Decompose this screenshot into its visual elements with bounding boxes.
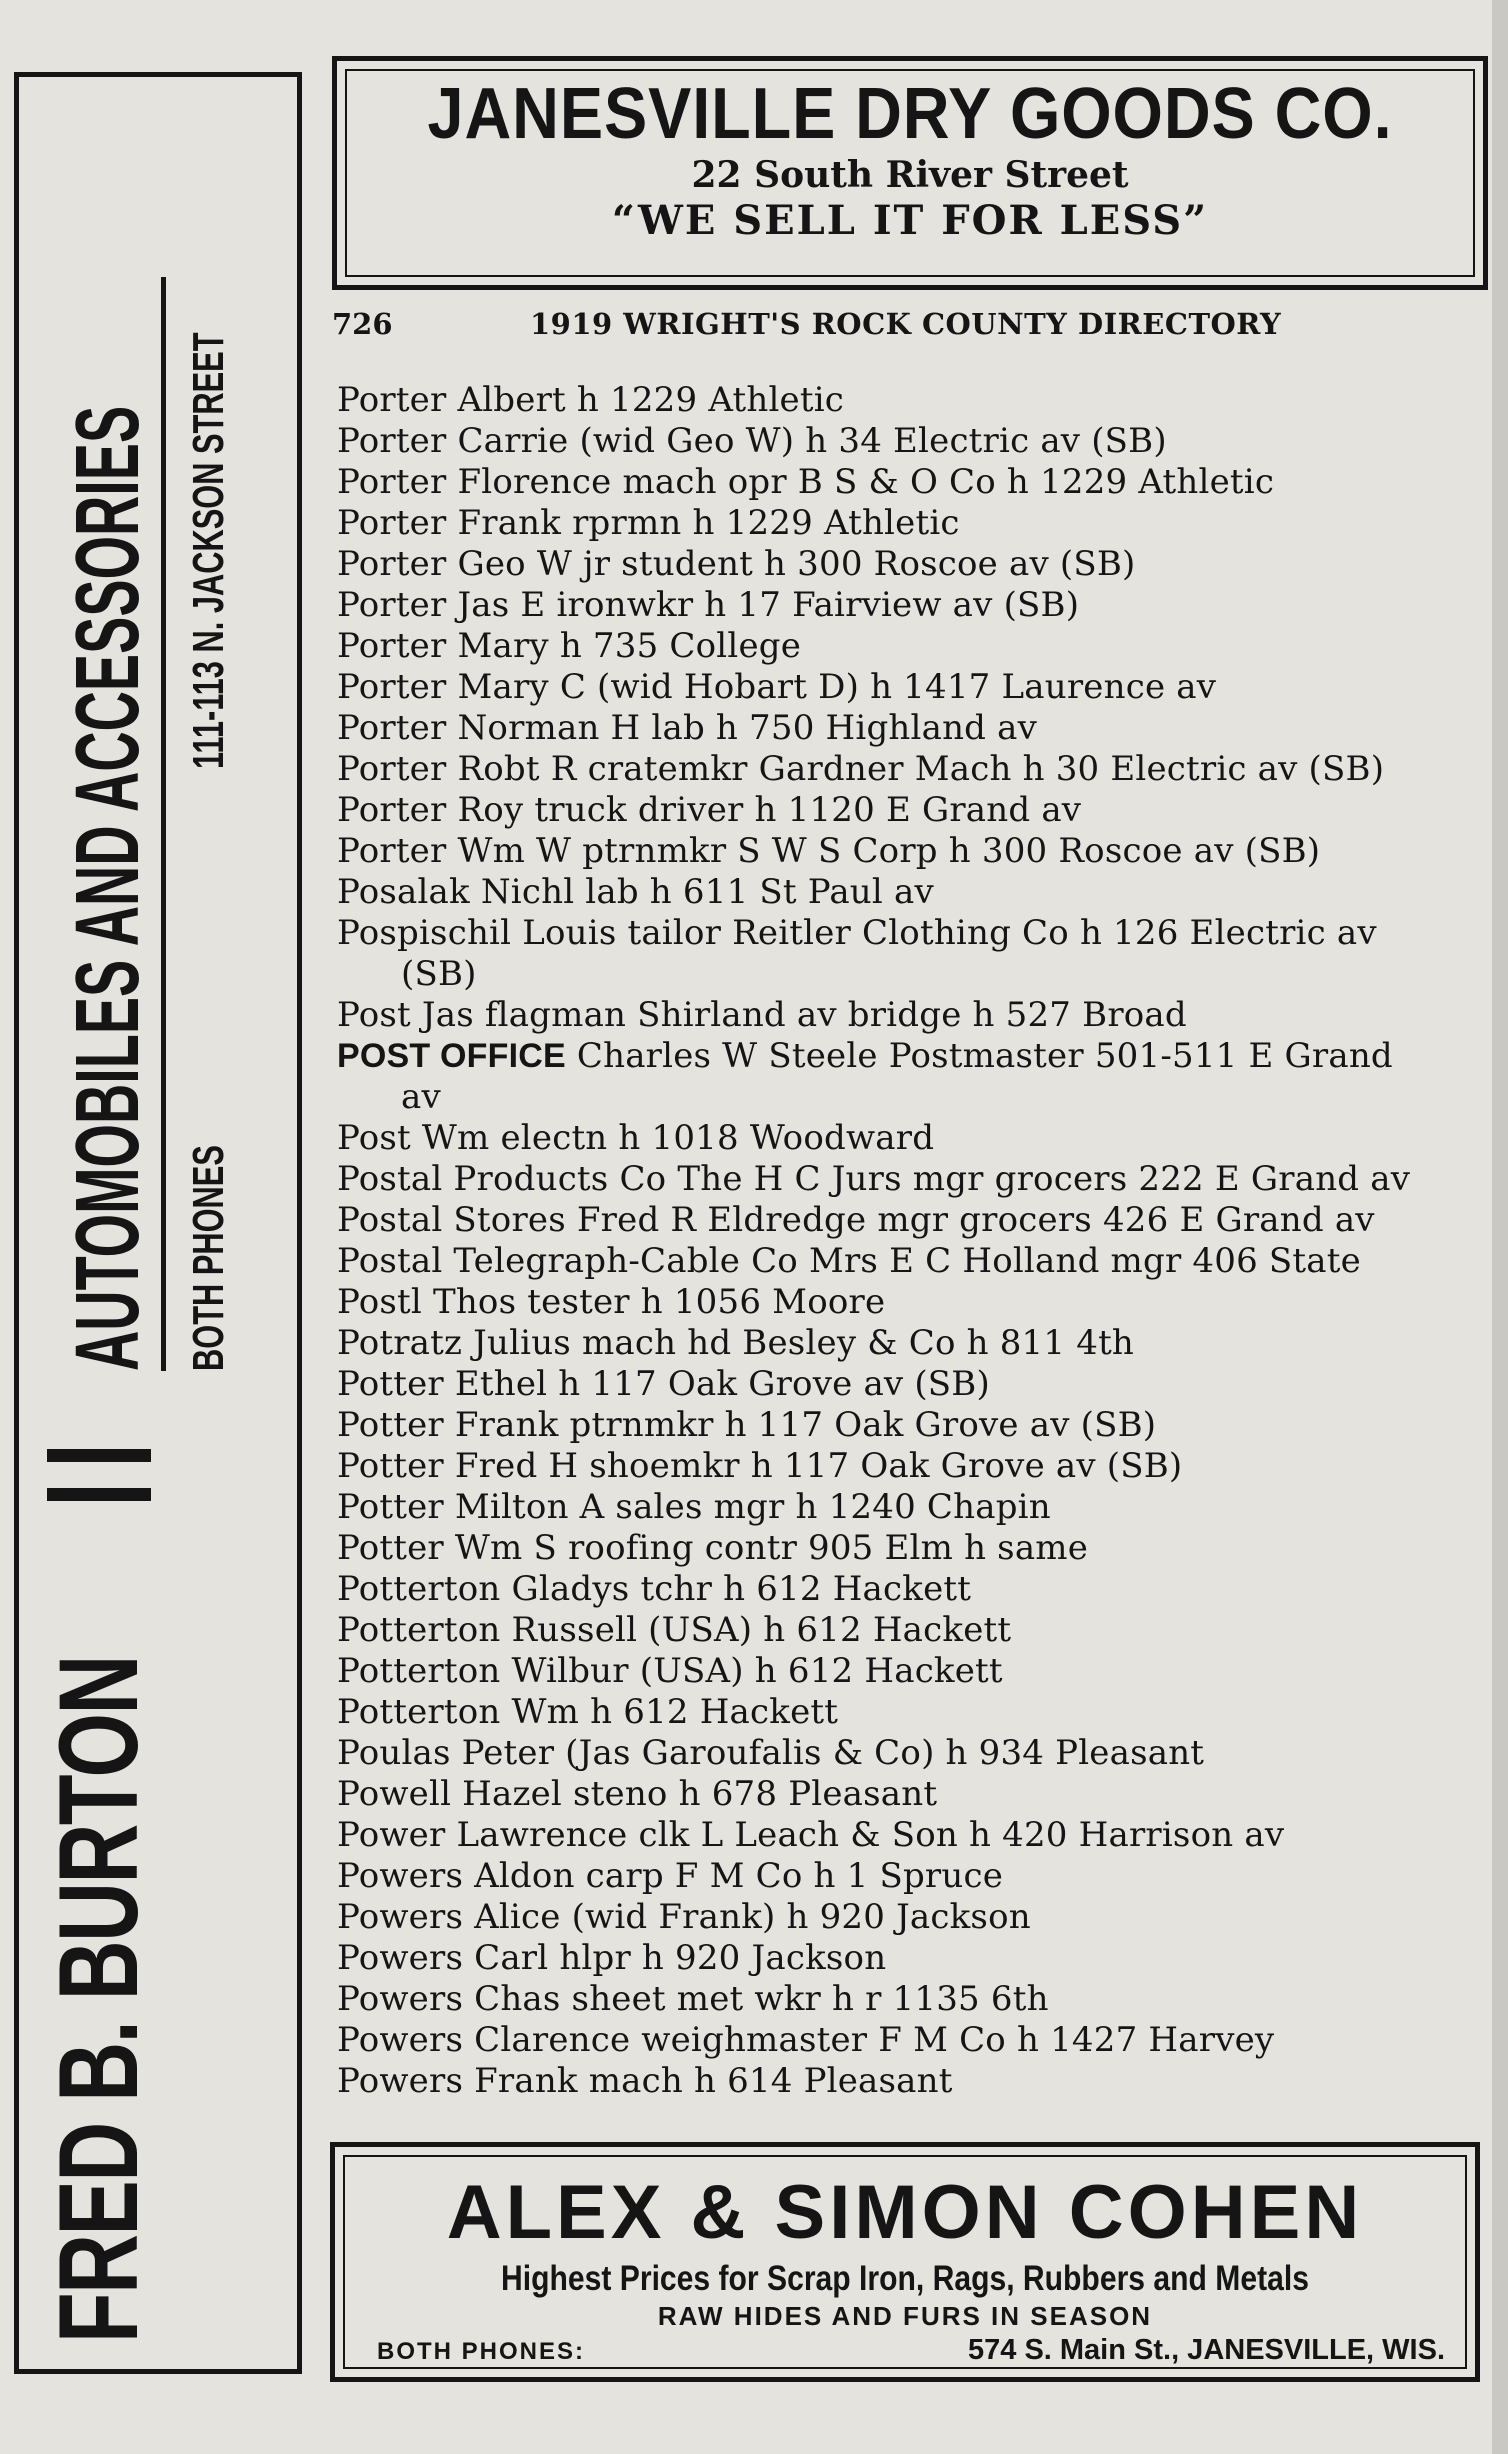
- directory-entry-text: Posalak Nichl lab h 611 St Paul av: [337, 872, 934, 912]
- directory-entry-text: Postl Thos tester h 1056 Moore: [337, 1282, 886, 1322]
- directory-entry-text: Porter Roy truck driver h 1120 E Grand av: [337, 790, 1082, 830]
- directory-entry-text: Potter Wm S roofing contr 905 Elm h same: [337, 1528, 1089, 1568]
- directory-entry-text: Potter Fred H shoemkr h 117 Oak Grove av (SB): [337, 1446, 1183, 1486]
- bottom-ad-address: 574 S. Main St., JANESVILLE, WIS.: [968, 2334, 1445, 2366]
- directory-entry-text: Postal Telegraph-Cable Co Mrs E C Holland mgr 406 State: [337, 1241, 1361, 1281]
- side-advertisement: [14, 72, 302, 2374]
- directory-entry: [337, 1323, 1487, 1364]
- directory-entry-text: Powers Clarence weighmaster F M Co h 1427 Harvey: [337, 2020, 1275, 2060]
- directory-entry: [337, 995, 1487, 1036]
- directory-entry-text: Powell Hazel steno h 678 Pleasant: [337, 1774, 938, 1814]
- directory-entry-text: Powers Carl hlpr h 920 Jackson: [337, 1938, 887, 1978]
- page-edge-shadow: [1492, 0, 1508, 2454]
- directory-entry: [337, 1692, 1487, 1733]
- side-ad-divider-ornament: [47, 1449, 151, 1501]
- directory-entry-text: Porter Geo W jr student h 300 Roscoe av (SB): [337, 544, 1136, 584]
- side-advertisement-content: [19, 77, 297, 2369]
- directory-entry: [337, 1364, 1487, 1405]
- bottom-ad-name: ALEX & SIMON COHEN: [446, 2170, 1364, 2255]
- directory-entry: [337, 913, 1487, 954]
- directory-entry: [337, 421, 1487, 462]
- directory-entry: [337, 1282, 1487, 1323]
- directory-entry-text: Postal Stores Fred R Eldredge mgr grocers 426 E Grand av: [337, 1200, 1375, 1240]
- directory-entry: [337, 1733, 1487, 1774]
- directory-entry: [337, 1528, 1487, 1569]
- directory-entry-text: Porter Norman H lab h 750 Highland av: [337, 708, 1038, 748]
- directory-entry-text: Charles W Steele Postmaster 501-511 E Grand: [565, 1036, 1393, 1076]
- directory-entry: [337, 1487, 1487, 1528]
- directory-entry: [337, 667, 1487, 708]
- directory-entry-text: Pospischil Louis tailor Reitler Clothing Co h 126 Electric av: [337, 913, 1377, 953]
- directory-entry: [337, 1815, 1487, 1856]
- page-number: 726: [332, 307, 393, 341]
- directory-entry: [337, 1405, 1487, 1446]
- directory-entry-text: Poulas Peter (Jas Garoufalis & Co) h 934 Pleasant: [337, 1733, 1205, 1773]
- directory-entry-text: Powers Chas sheet met wkr h r 1135 6th: [337, 1979, 1049, 2019]
- directory-entry-text: Potterton Gladys tchr h 612 Hackett: [337, 1569, 972, 1609]
- directory-entry: [337, 1200, 1487, 1241]
- directory-entry: [337, 1446, 1487, 1487]
- directory-entry: [337, 2020, 1487, 2061]
- side-ad-phones: BOTH PHONES: [184, 1145, 233, 1371]
- directory-entry: [337, 708, 1487, 749]
- bottom-ad-season: RAW HIDES AND FURS IN SEASON: [657, 2301, 1153, 2331]
- directory-entry: [337, 544, 1487, 585]
- directory-entry: [337, 626, 1487, 667]
- directory-entry: [337, 585, 1487, 626]
- directory-entry-text: Porter Mary C (wid Hobart D) h 1417 Laurence av: [337, 667, 1217, 707]
- directory-entry: [337, 1938, 1487, 1979]
- side-ad-name: FRED B. BURTON: [36, 1656, 161, 2343]
- directory-entry-text: (SB): [401, 954, 477, 994]
- directory-entry-text: Potterton Russell (USA) h 612 Hackett: [337, 1610, 1012, 1650]
- directory-listing: [337, 380, 1487, 2102]
- bottom-advertisement: [330, 2142, 1480, 2382]
- side-ad-business: AUTOMOBILES AND ACCESSORIES: [58, 405, 158, 1371]
- directory-entry: [337, 1569, 1487, 1610]
- directory-entry: [337, 1118, 1487, 1159]
- directory-entry-text: av: [401, 1077, 441, 1117]
- top-ad-name: JANESVILLE DRY GOODS CO.: [427, 74, 1393, 154]
- directory-entry: [337, 1856, 1487, 1897]
- directory-entry-text: Potter Milton A sales mgr h 1240 Chapin: [337, 1487, 1051, 1527]
- directory-entry-text: Porter Florence mach opr B S & O Co h 1229 Athletic: [337, 462, 1275, 502]
- directory-entry-text: Power Lawrence clk L Leach & Son h 420 Harrison av: [337, 1815, 1285, 1855]
- directory-entry-text: Potter Frank ptrnmkr h 117 Oak Grove av (SB): [337, 1405, 1157, 1445]
- directory-entry: [337, 1077, 1487, 1118]
- bottom-ad-tagline: Highest Prices for Scrap Iron, Rags, Rubbers and Metals: [501, 2259, 1309, 2298]
- directory-entry-text: Porter Robt R cratemkr Gardner Mach h 30 Electric av (SB): [337, 749, 1385, 789]
- directory-entry-heading: POST OFFICE: [337, 1037, 566, 1075]
- side-ad-address: 111-113 N. JACKSON STREET: [184, 332, 233, 769]
- directory-entry: [337, 954, 1487, 995]
- directory-entry-text: Powers Aldon carp F M Co h 1 Spruce: [337, 1856, 1004, 1896]
- directory-entry: [337, 1651, 1487, 1692]
- directory-entry: [337, 872, 1487, 913]
- side-ad-rule: [161, 277, 166, 1371]
- directory-entry: [337, 503, 1487, 544]
- directory-entry-text: Porter Frank rprmn h 1229 Athletic: [337, 503, 960, 543]
- top-ad-slogan: “WE SELL IT FOR LESS”: [611, 197, 1209, 244]
- directory-entry: [337, 1241, 1487, 1282]
- directory-entry-text: Potratz Julius mach hd Besley & Co h 811 4th: [337, 1323, 1135, 1363]
- top-advertisement: [332, 56, 1488, 290]
- directory-entry-text: Porter Carrie (wid Geo W) h 34 Electric av (SB): [337, 421, 1167, 461]
- directory-entry: [337, 1036, 1487, 1077]
- directory-entry: [337, 1610, 1487, 1651]
- directory-entry-text: Potterton Wilbur (USA) h 612 Hackett: [337, 1651, 1003, 1691]
- directory-entry-text: Post Wm electn h 1018 Woodward: [337, 1118, 935, 1158]
- bottom-ad-phones: BOTH PHONES:: [377, 2338, 586, 2365]
- directory-entry-text: Powers Alice (wid Frank) h 920 Jackson: [337, 1897, 1031, 1937]
- running-head: 1919 WRIGHT'S ROCK COUNTY DIRECTORY: [530, 307, 1282, 341]
- directory-entry: [337, 749, 1487, 790]
- directory-entry: [337, 1159, 1487, 1200]
- directory-entry-text: Porter Jas E ironwkr h 17 Fairview av (SB): [337, 585, 1080, 625]
- directory-entry-text: Powers Frank mach h 614 Pleasant: [337, 2061, 953, 2101]
- top-ad-street: 22 South River Street: [691, 154, 1129, 196]
- directory-entry: [337, 1774, 1487, 1815]
- directory-entry: [337, 1897, 1487, 1938]
- directory-entry-text: Postal Products Co The H C Jurs mgr grocers 222 E Grand av: [337, 1159, 1411, 1199]
- directory-entry-text: Potterton Wm h 612 Hackett: [337, 1692, 839, 1732]
- directory-entry: [337, 831, 1487, 872]
- directory-entry-text: Porter Albert h 1229 Athletic: [337, 380, 845, 420]
- directory-entry-text: Post Jas flagman Shirland av bridge h 527 Broad: [337, 995, 1187, 1035]
- directory-entry-text: Potter Ethel h 117 Oak Grove av (SB): [337, 1364, 990, 1404]
- directory-entry: [337, 1979, 1487, 2020]
- directory-entry: [337, 462, 1487, 503]
- directory-entry: [337, 380, 1487, 421]
- directory-entry: [337, 790, 1487, 831]
- directory-entry: [337, 2061, 1487, 2102]
- directory-entry-text: Porter Mary h 735 College: [337, 626, 802, 666]
- directory-entry-text: Porter Wm W ptrnmkr S W S Corp h 300 Roscoe av (SB): [337, 831, 1321, 871]
